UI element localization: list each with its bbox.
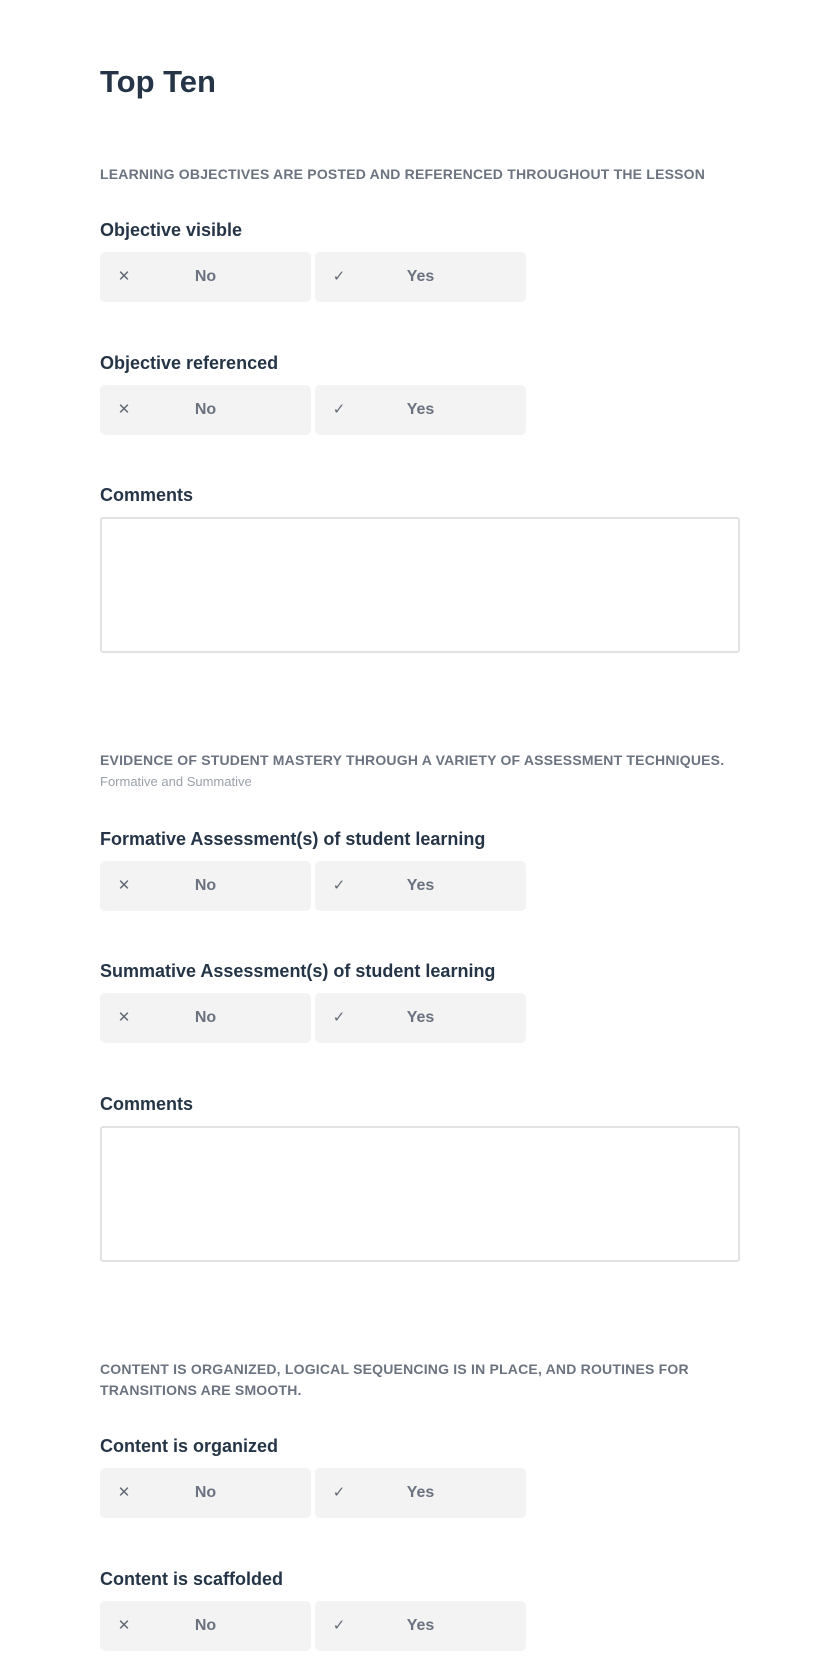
comments-label: Comments bbox=[100, 485, 194, 505]
close-icon: ✕ bbox=[117, 877, 131, 894]
question-label-summative-assessment: Summative Assessment(s) of student learning bbox=[100, 961, 496, 981]
no-label: No bbox=[194, 401, 217, 418]
close-icon: ✕ bbox=[117, 1009, 131, 1026]
comments-textarea[interactable] bbox=[100, 1126, 740, 1262]
check-icon: ✓ bbox=[332, 877, 346, 894]
close-icon: ✕ bbox=[117, 268, 131, 285]
comments-label: Comments bbox=[100, 1094, 194, 1114]
yes-label: Yes bbox=[406, 401, 435, 418]
section-heading-content-organized: CONTENT IS ORGANIZED, LOGICAL SEQUENCING IS IN PLACE, AND ROUTINES FOR TRANSITIONS ARE SMOOTH. bbox=[100, 1361, 689, 1398]
yes-label: Yes bbox=[406, 268, 435, 285]
close-icon: ✕ bbox=[117, 1484, 131, 1501]
page-title: Top Ten bbox=[100, 64, 216, 99]
check-icon: ✓ bbox=[332, 268, 346, 285]
yes-label: Yes bbox=[406, 1009, 435, 1026]
yes-button[interactable] bbox=[315, 861, 526, 911]
choice-group-objective-referenced bbox=[100, 385, 526, 435]
no-button[interactable] bbox=[100, 993, 311, 1043]
comments-textarea[interactable] bbox=[100, 517, 740, 653]
no-label: No bbox=[194, 877, 217, 894]
no-label: No bbox=[194, 268, 217, 285]
yes-button[interactable] bbox=[315, 385, 526, 435]
check-icon: ✓ bbox=[332, 1484, 346, 1501]
yes-button[interactable] bbox=[315, 993, 526, 1043]
yes-button[interactable] bbox=[315, 252, 526, 302]
question-label-objective-visible: Objective visible bbox=[100, 220, 243, 240]
check-icon: ✓ bbox=[332, 401, 346, 418]
question-label-objective-referenced: Objective referenced bbox=[100, 353, 279, 373]
yes-label: Yes bbox=[406, 877, 435, 894]
no-label: No bbox=[194, 1617, 217, 1634]
section-subheading: Formative and Summative bbox=[100, 774, 252, 789]
section-heading-learning-objectives: LEARNING OBJECTIVES ARE POSTED AND REFERENCED THROUGHOUT THE LESSON bbox=[100, 166, 706, 182]
yes-label: Yes bbox=[406, 1484, 435, 1501]
no-label: No bbox=[194, 1009, 217, 1026]
close-icon: ✕ bbox=[117, 1617, 131, 1634]
no-button[interactable] bbox=[100, 1468, 311, 1518]
close-icon: ✕ bbox=[117, 401, 131, 418]
yes-label: Yes bbox=[406, 1617, 435, 1634]
choice-group-summative-assessment bbox=[100, 993, 526, 1043]
question-label-formative-assessment: Formative Assessment(s) of student learning bbox=[100, 829, 486, 849]
choice-group-objective-visible bbox=[100, 252, 526, 302]
check-icon: ✓ bbox=[332, 1617, 346, 1634]
question-label-content-scaffolded: Content is scaffolded bbox=[100, 1569, 284, 1589]
no-button[interactable] bbox=[100, 1601, 311, 1651]
yes-button[interactable] bbox=[315, 1468, 526, 1518]
yes-button[interactable] bbox=[315, 1601, 526, 1651]
question-label-content-organized: Content is organized bbox=[100, 1436, 279, 1456]
choice-group-formative-assessment bbox=[100, 861, 526, 911]
choice-group-content-scaffolded bbox=[100, 1601, 526, 1651]
check-icon: ✓ bbox=[332, 1009, 346, 1026]
section-heading-student-mastery: EVIDENCE OF STUDENT MASTERY THROUGH A VARIETY OF ASSESSMENT TECHNIQUES. bbox=[100, 752, 725, 768]
choice-group-content-organized bbox=[100, 1468, 526, 1518]
no-button[interactable] bbox=[100, 861, 311, 911]
no-button[interactable] bbox=[100, 252, 311, 302]
no-button[interactable] bbox=[100, 385, 311, 435]
no-label: No bbox=[194, 1484, 217, 1501]
